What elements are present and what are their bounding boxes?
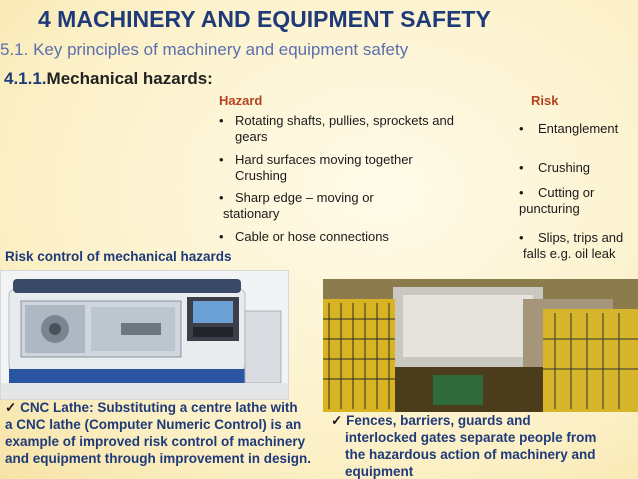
risk-item	[519, 121, 618, 137]
bullet-icon: •	[219, 113, 224, 128]
risk-line: Slips, trips and	[538, 230, 624, 245]
bullet-icon: •	[519, 160, 524, 175]
risk-line: Cutting or	[538, 185, 595, 200]
hazard-line: Sharp edge – moving or	[235, 190, 374, 205]
hazard-line: stationary	[223, 206, 280, 221]
risk-item	[519, 230, 623, 262]
bullet-icon: •	[219, 152, 224, 167]
bullet-icon: •	[219, 190, 224, 205]
hazard-line: Rotating shafts, pullies, sprockets and	[235, 113, 454, 128]
caption-line: ✓ CNC Lathe: Substituting a centre lathe with	[5, 400, 298, 415]
bullet-icon: •	[519, 230, 524, 245]
risk-item	[519, 185, 594, 217]
section-number: 4.1.1.	[4, 69, 47, 88]
caption-line: a CNC lathe (Computer Numeric Control) is an	[5, 417, 302, 432]
caption-line: example of improved risk control of machinery	[5, 434, 306, 449]
bullet-icon: •	[219, 229, 224, 244]
hazard-line: Hard surfaces moving together	[235, 152, 413, 167]
bullet-icon: •	[519, 185, 524, 200]
risk-line: puncturing	[519, 201, 580, 216]
risk-control-heading: Risk control of mechanical hazards	[5, 249, 232, 264]
hazard-item	[219, 113, 454, 145]
check-icon: ✓	[331, 413, 343, 428]
risk-item	[519, 160, 590, 176]
bullet-icon: •	[519, 121, 524, 136]
hazard-item	[219, 152, 413, 184]
caption-line: interlocked gates separate people from	[345, 430, 597, 445]
risk-line: falls e.g. oil leak	[523, 246, 616, 261]
hazard-line: Cable or hose connections	[235, 229, 389, 244]
section-heading	[4, 69, 213, 89]
slide-subtitle: 5.1. Key principles of machinery and equipment safety	[0, 40, 409, 59]
slide-title: 4 MACHINERY AND EQUIPMENT SAFETY	[38, 6, 491, 32]
guarding-caption	[331, 412, 638, 479]
risk-line: Entanglement	[538, 121, 619, 136]
risk-heading: Risk	[531, 93, 559, 108]
caption-line: equipment	[345, 464, 414, 479]
cnc-lathe-caption	[5, 399, 311, 467]
factory-guarding-image	[323, 279, 638, 412]
caption-line: the hazardous action of machinery and	[345, 447, 596, 462]
hazard-item	[219, 190, 374, 222]
section-title: Mechanical hazards:	[46, 69, 213, 88]
hazard-heading: Hazard	[219, 93, 263, 108]
check-icon: ✓	[5, 400, 17, 415]
hazard-line: Crushing	[235, 168, 288, 183]
caption-line: ✓ Fences, barriers, guards and	[331, 413, 531, 428]
caption-line: and equipment through improvement in design.	[5, 451, 312, 466]
hazard-item	[219, 229, 389, 245]
hazard-line: gears	[235, 129, 268, 144]
cnc-lathe-image	[0, 270, 289, 400]
risk-line: Crushing	[538, 160, 591, 175]
